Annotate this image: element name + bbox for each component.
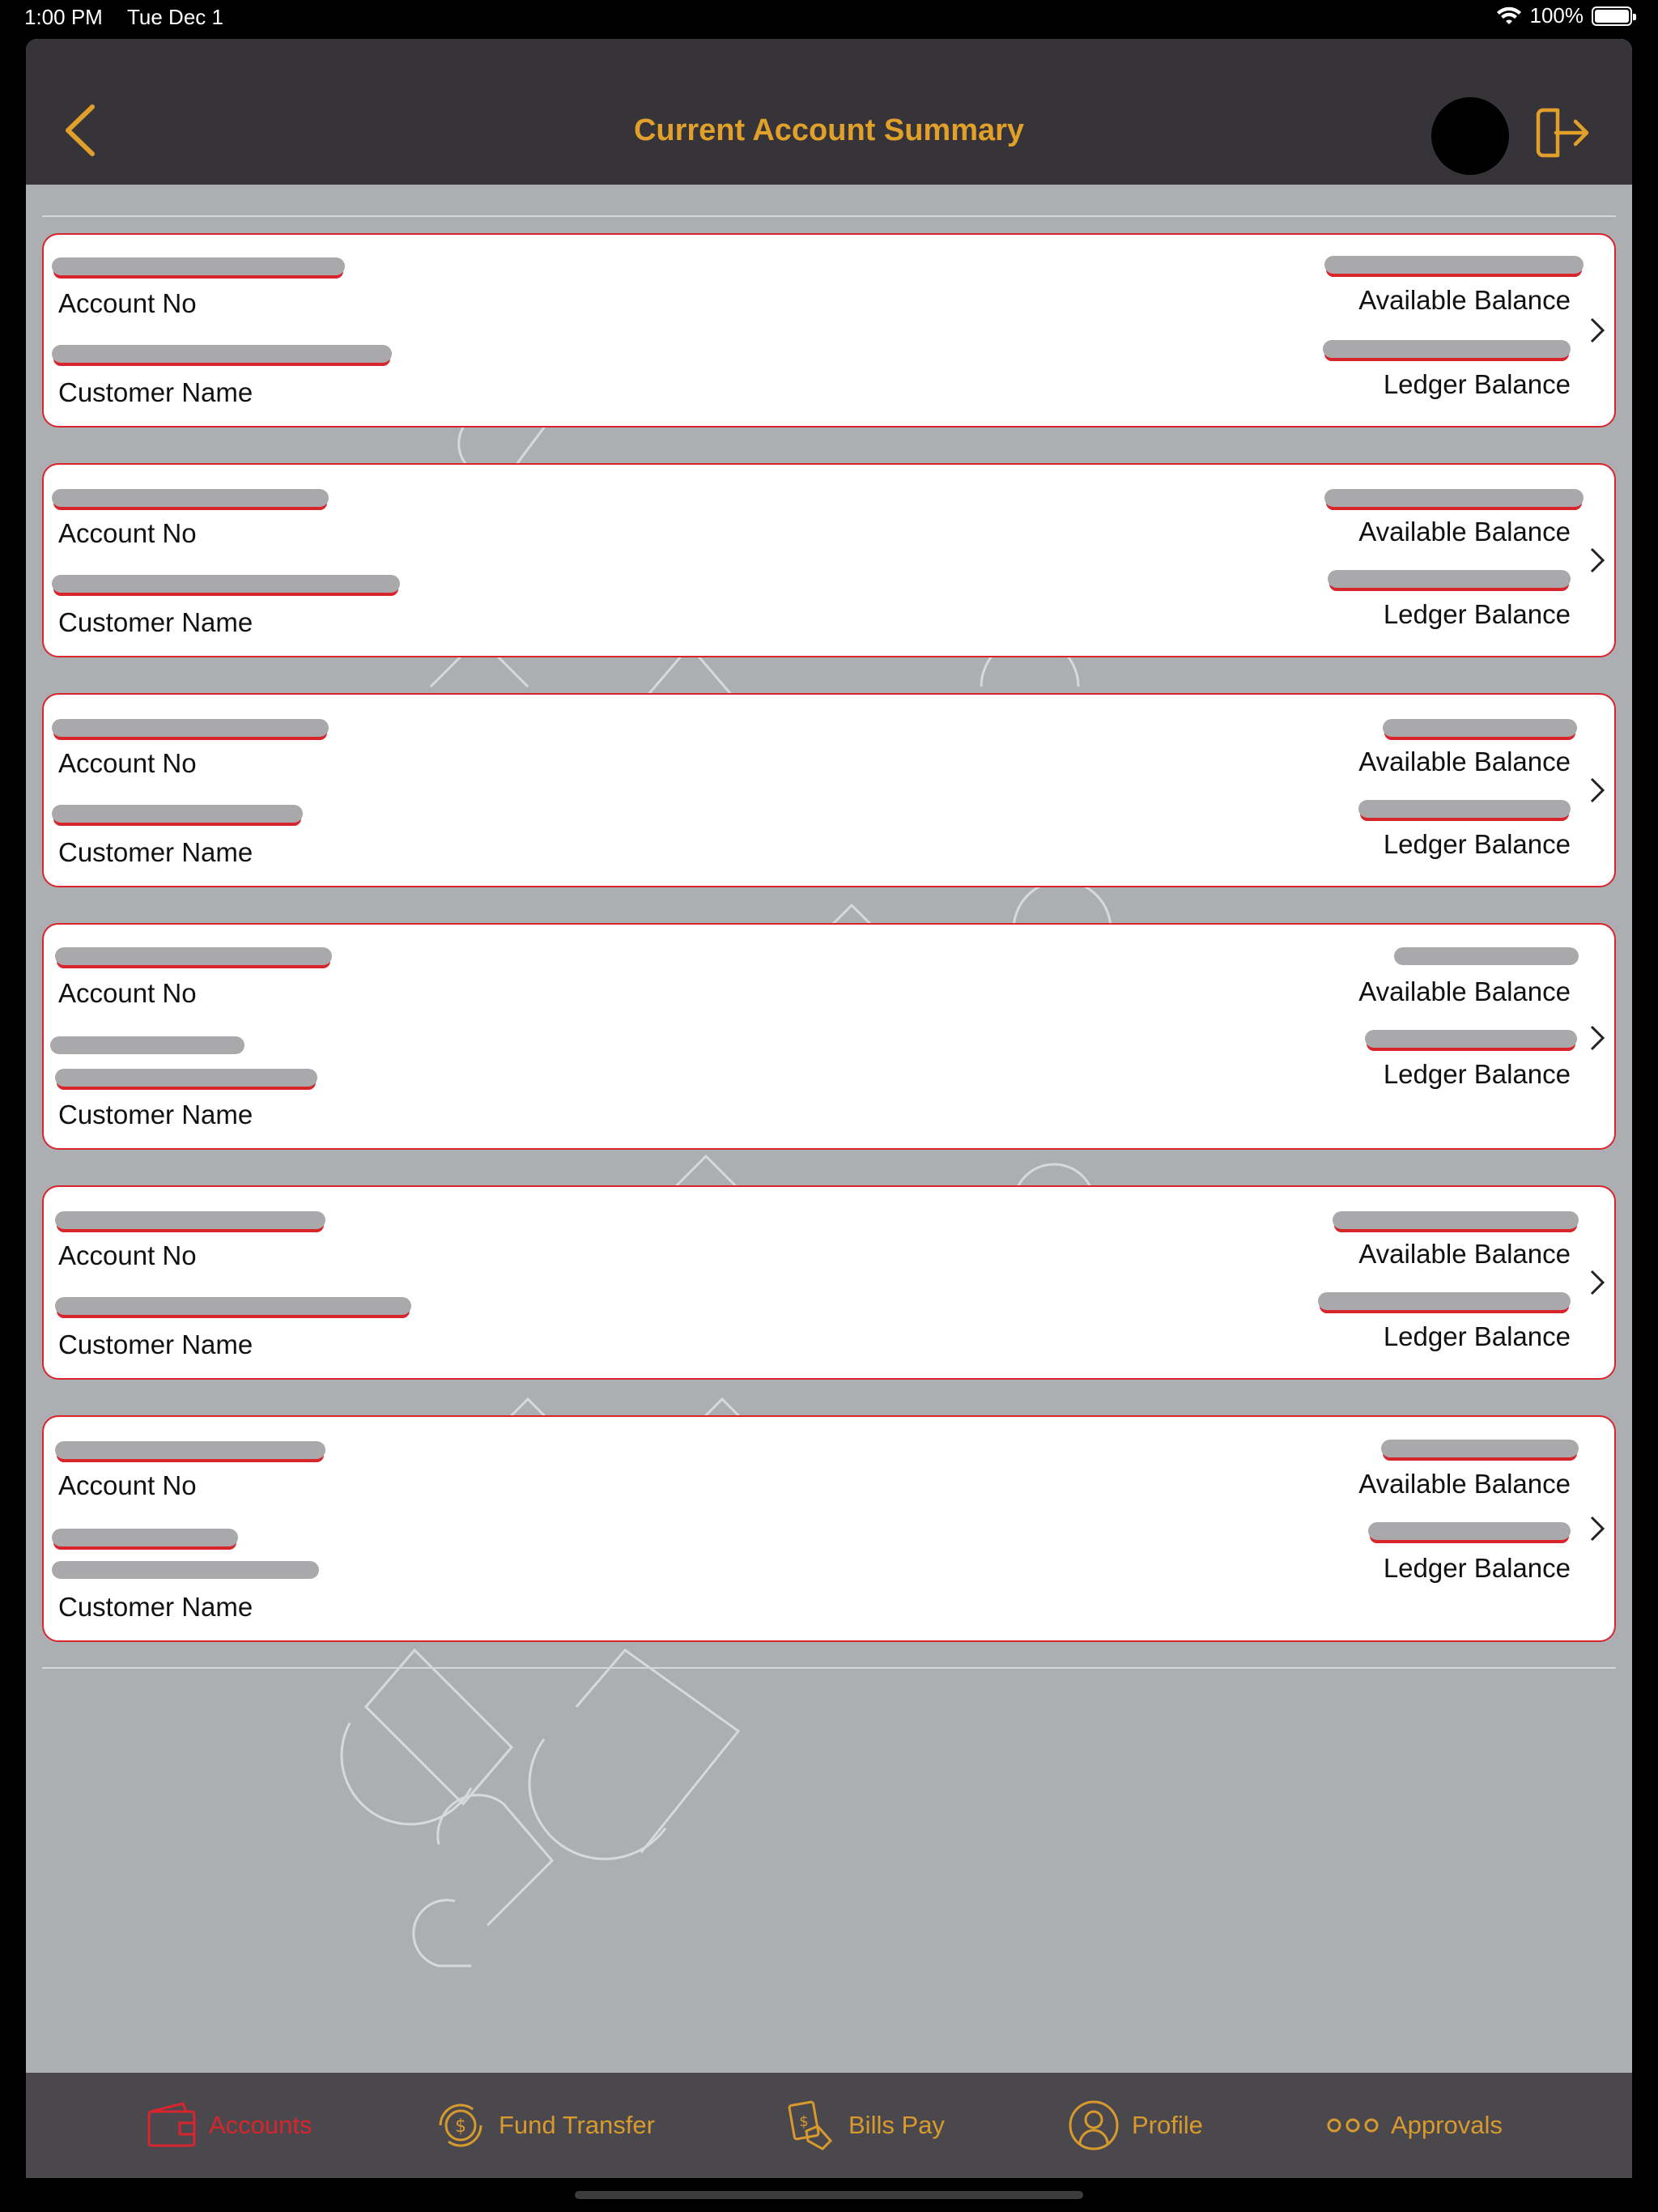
account-no-value — [52, 257, 345, 275]
tab-profile[interactable] — [1067, 2097, 1203, 2154]
ledger-balance-label: Ledger Balance — [1383, 599, 1571, 629]
tab-bar — [26, 2073, 1632, 2178]
list-bottom-divider — [42, 1667, 1616, 1669]
ledger-balance-label: Ledger Balance — [1383, 369, 1571, 399]
account-no-label: Account No — [58, 1470, 197, 1500]
account-no-value — [52, 719, 329, 737]
customer-name-label: Customer Name — [58, 607, 253, 637]
nav-header — [26, 39, 1632, 185]
battery-icon — [1592, 6, 1632, 26]
ledger-balance-label: Ledger Balance — [1383, 1059, 1571, 1089]
account-no-value — [55, 947, 332, 965]
ledger-balance-label: Ledger Balance — [1383, 1321, 1571, 1351]
ledger-balance-value — [1358, 800, 1571, 818]
chevron-right-icon — [1588, 1514, 1606, 1543]
account-card[interactable] — [42, 463, 1616, 657]
account-no-label: Account No — [58, 518, 197, 548]
customer-name-label: Customer Name — [58, 1592, 253, 1622]
status-bar — [0, 0, 1658, 36]
customer-name-label: Customer Name — [58, 1329, 253, 1359]
tab-label: Fund Transfer — [499, 2111, 655, 2139]
wifi-icon — [1496, 6, 1522, 27]
account-card[interactable] — [42, 233, 1616, 428]
available-balance-value — [1394, 947, 1579, 965]
customer-name-label: Customer Name — [58, 377, 253, 407]
customer-name-label: Customer Name — [58, 837, 253, 867]
account-no-label: Account No — [58, 978, 197, 1008]
available-balance-value — [1324, 489, 1584, 507]
home-indicator[interactable] — [575, 2191, 1083, 2199]
account-no-value — [55, 1211, 325, 1229]
available-balance-value — [1333, 1211, 1579, 1229]
customer-name-value — [52, 575, 400, 593]
account-no-value — [55, 1441, 325, 1459]
account-card[interactable] — [42, 923, 1616, 1150]
status-date: Tue Dec 1 — [127, 5, 223, 29]
ledger-balance-value — [1328, 570, 1571, 588]
customer-name-value — [50, 1036, 244, 1054]
available-balance-value — [1324, 256, 1584, 274]
dots-icon — [1326, 2099, 1380, 2152]
available-balance-label: Available Balance — [1358, 517, 1571, 547]
ledger-balance-value — [1318, 1292, 1571, 1310]
chevron-right-icon — [1588, 316, 1606, 345]
tab-accounts[interactable] — [144, 2097, 312, 2154]
chevron-right-icon — [1588, 1268, 1606, 1297]
account-no-label: Account No — [58, 288, 197, 318]
tab-label: Approvals — [1391, 2111, 1503, 2139]
customer-name-value — [52, 345, 392, 363]
svg-text:$: $ — [455, 2116, 466, 2137]
customer-name-value-line2 — [52, 1561, 319, 1579]
available-balance-label: Available Balance — [1358, 285, 1571, 315]
tab-label: Profile — [1132, 2111, 1203, 2139]
chevron-right-icon — [1588, 546, 1606, 575]
status-time: 1:00 PM — [24, 5, 103, 29]
chevron-right-icon — [1588, 1023, 1606, 1053]
ledger-balance-value — [1323, 340, 1571, 358]
logout-icon — [1533, 104, 1592, 162]
bills-pay-icon — [784, 2099, 837, 2152]
chevron-right-icon — [1588, 776, 1606, 805]
app-window — [26, 39, 1632, 2178]
list-top-divider — [42, 215, 1616, 217]
available-balance-label: Available Balance — [1358, 976, 1571, 1006]
account-no-label: Account No — [58, 1240, 197, 1270]
ledger-balance-label: Ledger Balance — [1383, 1553, 1571, 1583]
customer-name-label: Customer Name — [58, 1100, 253, 1129]
account-card[interactable] — [42, 1415, 1616, 1642]
customer-name-value — [52, 1529, 238, 1546]
ledger-balance-value — [1368, 1522, 1571, 1540]
status-right — [1496, 3, 1633, 28]
page-title: Current Account Summary — [633, 113, 1025, 147]
ledger-balance-label: Ledger Balance — [1383, 829, 1571, 859]
account-no-label: Account No — [58, 748, 197, 778]
tab-fund-transfer[interactable] — [434, 2097, 655, 2154]
fund-transfer-icon — [434, 2099, 487, 2152]
customer-name-value — [52, 805, 303, 823]
svg-text:$: $ — [799, 2113, 809, 2130]
available-balance-label: Available Balance — [1358, 1469, 1571, 1499]
available-balance-label: Available Balance — [1358, 747, 1571, 776]
customer-name-value — [55, 1297, 411, 1315]
logout-button[interactable] — [1533, 104, 1592, 162]
available-balance-value — [1383, 719, 1577, 737]
available-balance-label: Available Balance — [1358, 1239, 1571, 1269]
tab-bills-pay[interactable] — [784, 2097, 945, 2154]
account-card[interactable] — [42, 693, 1616, 887]
tab-label: Bills Pay — [848, 2111, 945, 2139]
wallet-icon — [144, 2099, 198, 2152]
account-no-value — [52, 489, 329, 507]
battery-percent: 100% — [1529, 3, 1584, 28]
tab-approvals[interactable] — [1326, 2097, 1503, 2154]
account-card[interactable] — [42, 1185, 1616, 1380]
ledger-balance-value — [1365, 1030, 1577, 1048]
avatar[interactable] — [1431, 97, 1509, 175]
tab-label: Accounts — [209, 2111, 312, 2139]
profile-icon — [1067, 2099, 1120, 2152]
customer-name-value-line2 — [55, 1069, 317, 1087]
available-balance-value — [1381, 1440, 1579, 1457]
